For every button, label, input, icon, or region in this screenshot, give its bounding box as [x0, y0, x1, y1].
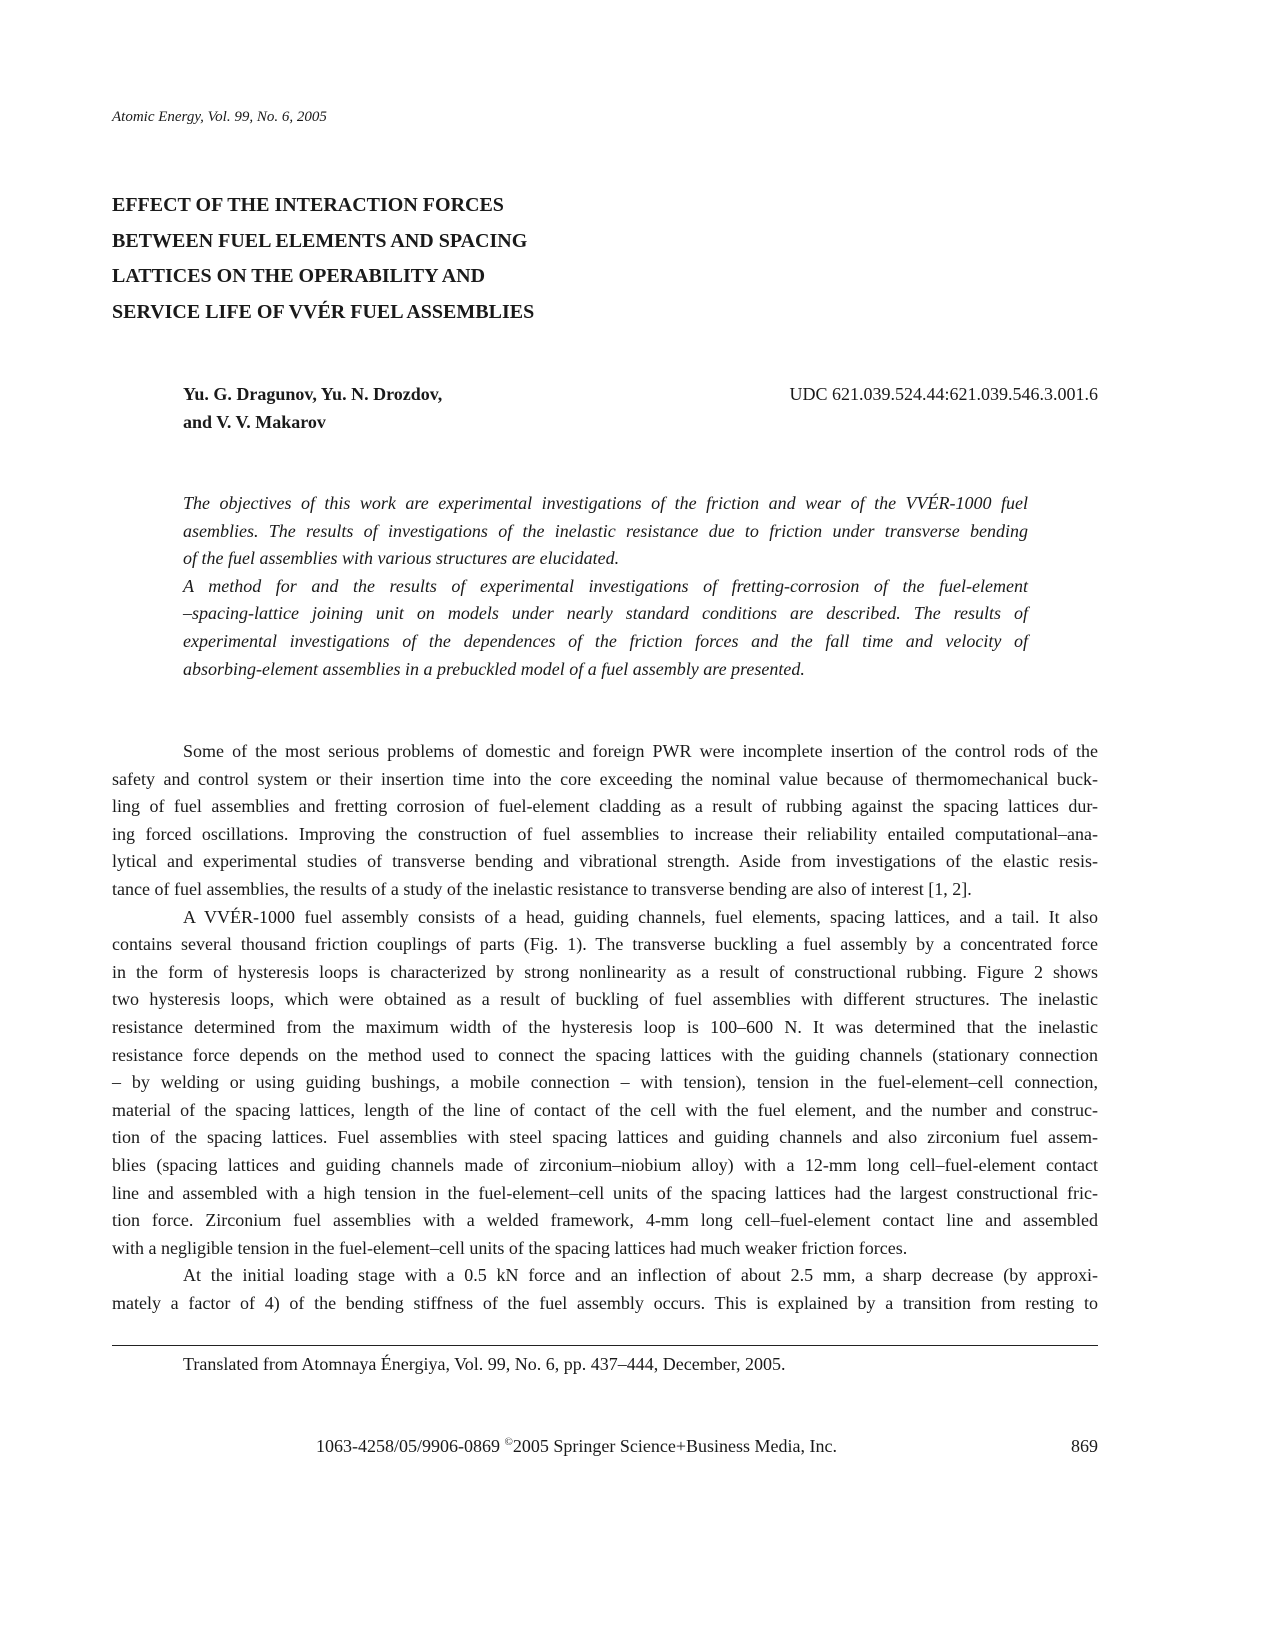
body-text — [112, 738, 1098, 1317]
paragraph-line: material of the spacing lattices, length of the line of contact of the cell with the fuel element, and the number and construc- — [112, 1099, 1098, 1120]
copyright-line — [316, 1436, 837, 1457]
paragraph-line: – by welding or using guiding bushings, a mobile connection – with tension), tension in the fuel-element–cell connection, — [112, 1072, 1098, 1093]
paragraph-line: ing forced oscillations. Improving the construction of fuel assemblies to increase their reliability entailed computational–ana- — [112, 823, 1098, 844]
abstract-line: A method for and the results of experimental investigations of fretting-corrosion of the fuel-element — [183, 575, 1028, 596]
paragraph-line: A VVÉR-1000 fuel assembly consists of a head, guiding channels, fuel elements, spacing lattices, and a tail. It also — [183, 906, 1098, 927]
abstract-line: The objectives of this work are experimental investigations of the friction and wear of the VVÉR-1000 fuel — [183, 493, 1028, 513]
article-title — [112, 188, 534, 330]
paragraph-line: ling of fuel assemblies and fretting corrosion of fuel-element cladding as a result of rubbing against the spacing lattices dur- — [112, 796, 1098, 817]
authors — [183, 380, 442, 436]
journal-header: Atomic Energy, Vol. 99, No. 6, 2005 — [112, 109, 327, 125]
translation-note: Translated from Atomnaya Énergiya, Vol. 99, No. 6, pp. 437–444, December, 2005. — [183, 1354, 786, 1374]
paragraph-line: blies (spacing lattices and guiding channels made of zirconium–niobium alloy) with a 12-mm long cell–fuel-element contact — [112, 1154, 1098, 1175]
paragraph-line: At the initial loading stage with a 0.5 kN force and an inflection of about 2.5 mm, a sharp decrease (by approxi- — [183, 1265, 1098, 1286]
author-line: Yu. G. Dragunov, Yu. N. Drozdov, — [183, 384, 443, 404]
abstract-line: of the fuel assemblies with various structures are elucidated. — [183, 548, 620, 569]
paragraph-line: safety and control system or their insertion time into the core exceeding the nominal value because of thermomechanical buck- — [112, 768, 1098, 789]
paragraph-line: tion force. Zirconium fuel assemblies with a welded framework, 4-mm long cell–fuel-element contact line and assembled — [112, 1210, 1098, 1231]
paragraph-line: resistance force depends on the method used to connect the spacing lattices with the guiding channels (stationary connection — [112, 1044, 1098, 1065]
paragraph-line: in the form of hysteresis loops is characterized by strong nonlinearity as a result of constructional rubbing. Figure 2 shows — [112, 961, 1098, 982]
page-number: 869 — [1071, 1436, 1098, 1456]
abstract — [183, 490, 1028, 683]
abstract-line: experimental investigations of the dependences of the friction forces and the fall time and velocity of — [183, 630, 1028, 651]
paragraph-line: two hysteresis loops, which were obtained as a result of buckling of fuel assemblies with different structures. The inelastic — [112, 989, 1098, 1010]
paragraph-line: contains several thousand friction couplings of parts (Fig. 1). The transverse buckling a fuel assembly by a concentrated force — [112, 934, 1098, 955]
title-line: LATTICES ON THE OPERABILITY AND — [112, 265, 486, 287]
paragraph-line: with a negligible tension in the fuel-element–cell units of the spacing lattices had much weaker friction forces. — [112, 1237, 908, 1258]
paragraph-line: lytical and experimental studies of transverse bending and vibrational strength. Aside from investigations of the elastic resis- — [112, 851, 1098, 872]
paragraph-line: line and assembled with a high tension in the fuel-element–cell units of the spacing lattices had the largest constructional fric- — [112, 1182, 1098, 1203]
abstract-line: absorbing-element assemblies in a prebuckled model of a fuel assembly are presented. — [183, 658, 805, 679]
paragraph-line: mately a factor of 4) of the bending stiffness of the fuel assembly occurs. This is explained by a transition from resting to — [112, 1292, 1098, 1313]
footnote-divider — [112, 1345, 1098, 1346]
udc-code: UDC 621.039.524.44:621.039.546.3.001.6 — [789, 384, 1098, 404]
title-line: EFFECT OF THE INTERACTION FORCES — [112, 194, 504, 216]
author-line: and V. V. Makarov — [183, 412, 326, 432]
paragraph-line: Some of the most serious problems of domestic and foreign PWR were incomplete insertion of the control rods of the — [183, 741, 1098, 761]
paragraph-line: resistance determined from the maximum width of the hysteresis loop is 100–600 N. It was determined that the inelastic — [112, 1016, 1098, 1037]
abstract-line: asemblies. The results of investigations of the inelastic resistance due to friction under transverse bending — [183, 520, 1028, 541]
paragraph-line: tion of the spacing lattices. Fuel assemblies with steel spacing lattices and guiding channels and also zirconium fuel assem- — [112, 1127, 1098, 1148]
title-line: BETWEEN FUEL ELEMENTS AND SPACING — [112, 229, 528, 252]
title-line: SERVICE LIFE OF VVÉR FUEL ASSEMBLIES — [112, 300, 535, 323]
copyright-symbol: © — [504, 1436, 513, 1448]
copyright-text: 2005 Springer Science+Business Media, Inc. — [512, 1436, 837, 1456]
issn: 1063-4258/05/9906-0869 — [316, 1436, 505, 1456]
paragraph-line: tance of fuel assemblies, the results of a study of the inelastic resistance to transverse bending are also of interest [1, 2]. — [112, 878, 972, 899]
abstract-line: –spacing-lattice joining unit on models under nearly standard conditions are described. The results of — [183, 603, 1028, 624]
